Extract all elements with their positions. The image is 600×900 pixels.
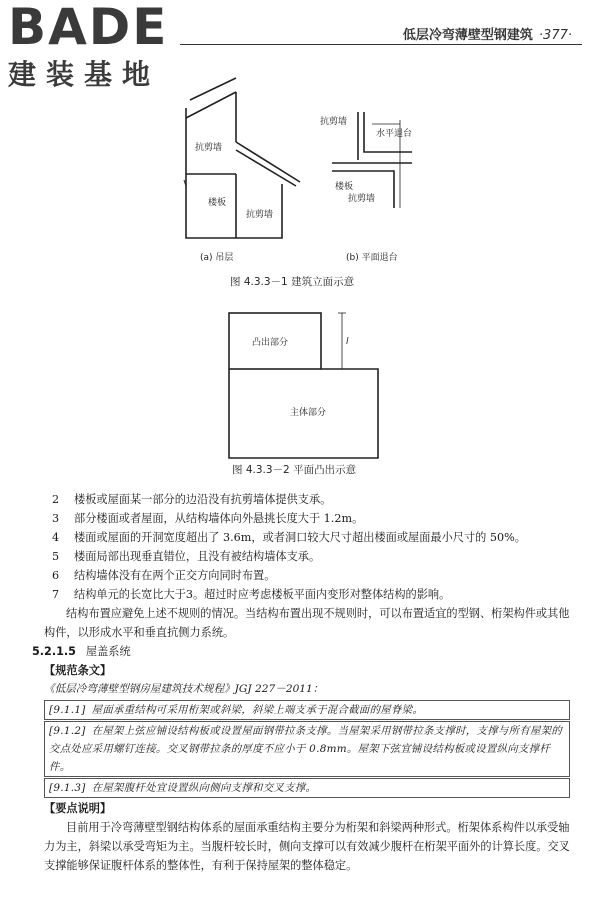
list-item: 5 楼面局部出现垂直错位，且没有被结构墙体支承。 xyxy=(52,550,321,563)
page-number: ·377· xyxy=(538,28,572,43)
section-heading xyxy=(32,642,570,661)
clause-box: [9.1.1] 屋面承重结构可采用桁架或斜梁，斜梁上端支承于混合截面的屋脊梁。 xyxy=(44,700,570,720)
list-item: 2 楼板或屋面某一部分的边沿没有抗剪墙体提供支承。 xyxy=(52,493,332,506)
norm-heading: 【规范条文】 xyxy=(44,664,112,677)
section-number: 5.2.1.5 xyxy=(32,645,76,658)
list-item: 3 部分楼面或者屋面，从结构墙体向外悬挑长度大于 1.2m。 xyxy=(52,512,364,525)
key-points-heading: 【要点说明】 xyxy=(44,802,112,815)
fig1a-label-floor: 楼板 xyxy=(208,198,227,208)
figure-1a-drawing xyxy=(184,78,300,238)
book-title: 低层冷弯薄壁型钢建筑 xyxy=(402,28,533,43)
figure2-caption: 图 4.3.3－2 平面凸出示意 xyxy=(232,464,357,476)
fig1a-subcaption: (a) 吊层 xyxy=(200,253,234,263)
clause-box: [9.1.2] 在屋架上弦应铺设结构板或设置屋面钢带拉条支撑。当屋架采用钢带拉条支撑时，支撑与所有屋架的交点处应采用螺钉连接。交叉钢带拉条的厚度不应小于 0.8mm。屋架下弦宜铺设结构板或设置纵向支撑杆件。 xyxy=(44,721,570,777)
clause-box: [9.1.3] 在屋架腹杆处宜设置纵向侧向支撑和交叉支撑。 xyxy=(44,778,570,798)
fig1b-subcaption: (b) 平面退台 xyxy=(346,253,398,263)
logo-wordmark: BADE xyxy=(8,0,169,56)
figure-2-drawing xyxy=(229,313,378,458)
section-title: 屋盖系统 xyxy=(85,645,131,658)
fig2-label-length: l xyxy=(346,337,349,347)
norm-source: 《低层冷弯薄壁型钢房屋建筑技术规程》JGJ 227－2011： xyxy=(44,683,324,695)
fig1a-label-shear-wall: 抗剪墙 xyxy=(246,210,274,220)
body-text xyxy=(32,490,570,875)
figure1-caption: 图 4.3.3－1 建筑立面示意 xyxy=(230,276,355,288)
fig1b-label-setback: 水平退台 xyxy=(376,129,413,139)
fig2-label-main-body: 主体部分 xyxy=(290,408,327,418)
fig1b-label-shear-wall: 抗剪墙 xyxy=(348,194,376,204)
logo-subtitle: 建装基地 xyxy=(8,58,161,91)
fig1b-label-shear-wall-top: 抗剪墙 xyxy=(320,117,348,127)
list-item: 7 结构单元的长宽比大于3。超过时应考虑楼板平面内变形对整体结构的影响。 xyxy=(52,588,451,601)
paragraph-roof-system: 目前用于冷弯薄壁型钢结构体系的屋面承重结构主要分为桁架和斜梁两种形式。桁架体系构件以承受轴力为主，斜梁以承受弯矩为主。当腹杆较长时，侧向支撑可以有效减少腹杆在桁架平面外的计算长度。交叉支撑能够保证腹杆体系的整体性，有利于保持屋架的整体稳定。 xyxy=(44,821,570,872)
list-item: 6 结构墙体没有在两个正交方向同时布置。 xyxy=(52,569,276,582)
fig1a-label-shear-wall-top: 抗剪墙 xyxy=(195,143,223,153)
fig2-label-projection: 凸出部分 xyxy=(252,338,289,348)
list-item: 4 楼面或屋面的开洞宽度超出了 3.6m，或者洞口较大尺寸超出楼面或屋面最小尺寸的 50%。 xyxy=(52,531,526,544)
fig1b-label-floor: 楼板 xyxy=(335,182,354,192)
paragraph-structure-layout: 结构布置应避免上述不规则的情况。当结构布置出现不规则时，可以布置适宜的型钢、桁架构件或其他构件，以形成水平和垂直抗侧力系统。 xyxy=(44,607,570,639)
